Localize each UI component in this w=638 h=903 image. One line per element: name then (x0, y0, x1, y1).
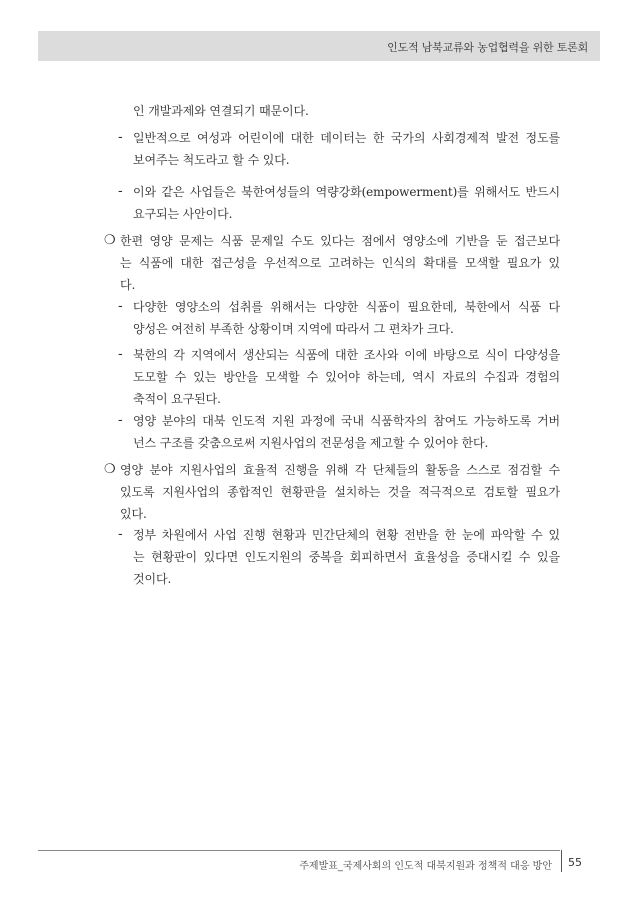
dash-marker: - (118, 299, 123, 314)
paragraph-line: 북한의 각 지역에서 생산되는 식품에 대한 조사와 이에 바탕으로 식이 다양성을 (133, 348, 560, 362)
paragraph-line: 인 개발과제와 연결되기 때문이다. (133, 104, 309, 118)
paragraph-line: 영양 분야 지원사업의 효율적 진행을 위해 각 단체들의 활동을 스스로 점검할 수 (120, 463, 560, 477)
paragraph-line: 영양 분야의 대북 인도적 지원 과정에 국내 식품학자의 참여도 가능하도록 거버 (133, 414, 560, 428)
paragraph-line: 넌스 구조를 갖춤으로써 지원사업의 전문성을 제고할 수 있어야 한다. (133, 436, 489, 450)
paragraph-line: 요구되는 사안이다. (133, 207, 233, 221)
paragraph-line: 것이다. (133, 572, 172, 586)
page-number: 55 (568, 856, 582, 869)
paragraph-line: 있도록 지원사업의 종합적인 현황판을 설치하는 것을 적극적으로 검토할 필요가 (120, 485, 560, 499)
paragraph-line: 다. (120, 278, 136, 292)
paragraph-line: 이와 같은 사업들은 북한여성들의 역량강화(empowerment)를 위해서도 반드시 (133, 185, 560, 199)
paragraph-line: 축적이 요구된다. (133, 392, 221, 406)
dash-marker: - (118, 413, 123, 428)
paragraph-line: 일반적으로 여성과 어린이에 대한 데이터는 한 국가의 사회경제적 발전 정도를 (133, 131, 560, 145)
footer-rule (38, 850, 560, 851)
circle-bullet-icon: ❍ (104, 462, 116, 477)
paragraph-line: 다양한 영양소의 섭취를 위해서는 다양한 식품이 필요한데, 북한에서 식품 다 (133, 300, 560, 314)
paragraph-line: 있다. (120, 507, 147, 521)
dash-marker: - (118, 527, 123, 542)
paragraph-line: 보여주는 척도라고 할 수 있다. (133, 153, 290, 167)
header-title: 인도적 남북교류와 농업협력을 위한 토론회 (387, 41, 588, 54)
paragraph-line: 양성은 여전히 부족한 상황이며 지역에 따라서 그 편차가 크다. (133, 322, 454, 336)
dash-marker: - (118, 184, 123, 199)
paragraph-line: 는 현황판이 있다면 인도지원의 중복을 회피하면서 효율성을 증대시킬 수 있을 (133, 550, 560, 564)
dash-marker: - (118, 130, 123, 145)
footer-text: 주제발표_국제사회의 인도적 대북지원과 정책적 대응 방안 (299, 861, 552, 872)
footer-separator (561, 850, 562, 872)
paragraph-line: 도모할 수 있는 방안을 모색할 수 있어야 하는데, 역시 자료의 수집과 경험의 (133, 370, 560, 384)
paragraph-line: 는 식품에 대한 접근성을 우선적으로 고려하는 인식의 확대를 모색할 필요가 있 (120, 256, 560, 270)
circle-bullet-icon: ❍ (104, 233, 116, 248)
dash-marker: - (118, 347, 123, 362)
header-bar (38, 31, 600, 61)
paragraph-line: 정부 차원에서 사업 진행 현황과 민간단체의 현황 전반을 한 눈에 파악할 수 있 (133, 528, 560, 542)
paragraph-line: 한편 영양 문제는 식품 문제일 수도 있다는 점에서 영양소에 기반을 둔 접근보다 (120, 234, 560, 248)
